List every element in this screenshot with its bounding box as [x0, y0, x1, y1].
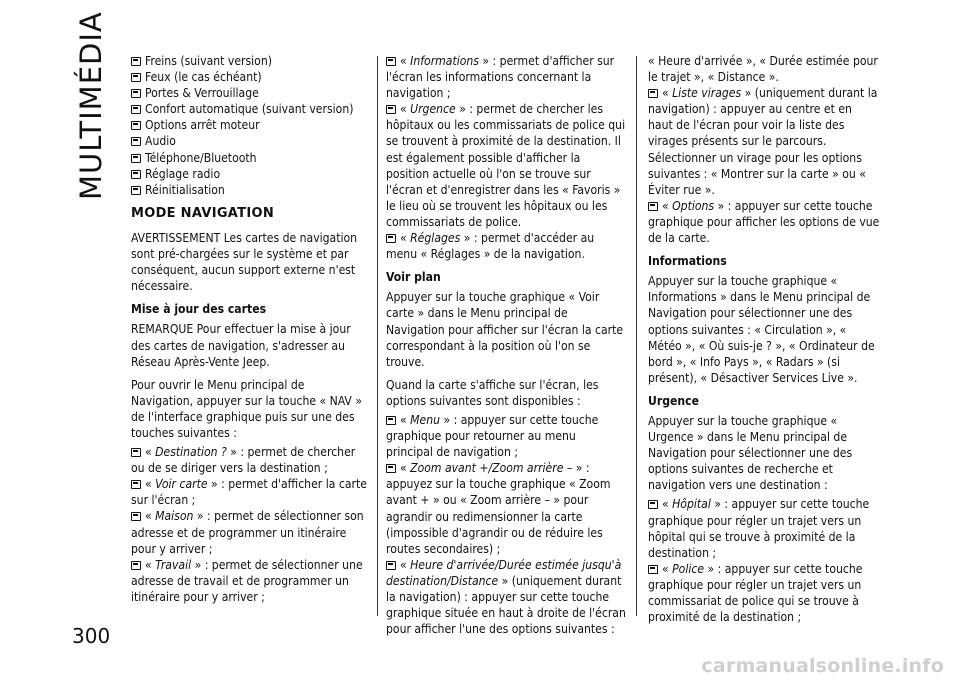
- column-divider: [636, 56, 637, 616]
- list-item: Audio: [131, 133, 367, 149]
- bullet-item: « Heure d'arrivée/Durée estimée jusqu'à destination/Distance » (uniquement durant la navigation) : appuyer sur cette touche graphique située en haut à droite de l'écran pour afficher l'une des options suivantes :: [386, 557, 626, 637]
- paragraph: Appuyer sur la touche graphique « Informations » dans le Menu principal de Navigation pour sélectionner une des options suivantes : « Circulation », « Météo », « Où suis-je ? », « Ordinateur de bord », « Info Pays », « Radars » (si présent), « Désactiver Services Live ».: [648, 274, 875, 385]
- button-icon: [131, 137, 141, 146]
- bullet-item: « Menu » : appuyer sur cette touche graphique pour retourner au menu principal de navigation ;: [386, 412, 599, 460]
- button-icon: [131, 480, 141, 489]
- bullet-item: « Liste virages » (uniquement durant la navigation) : appuyer au centre et en haut de l'écran pour voir la liste des virages présents sur le parcours. Sélectionner un virage pour les options suivantes : « Montrer sur la carte » ou « Éviter rue ».: [648, 86, 878, 197]
- button-icon: [131, 186, 141, 195]
- list-item: Feux (le cas échéant): [131, 69, 367, 85]
- paragraph: « Heure d'arrivée », « Durée estimée pour le trajet », « Distance ».: [648, 54, 878, 85]
- button-icon: [131, 57, 141, 66]
- button-icon: [386, 464, 396, 473]
- button-icon: [131, 73, 141, 82]
- list-item: Réinitialisation: [131, 182, 367, 198]
- list-item: Réglage radio: [131, 166, 367, 182]
- list-item: Téléphone/Bluetooth: [131, 150, 367, 166]
- list-item: Options arrêt moteur: [131, 117, 367, 133]
- paragraph: Quand la carte s'affiche sur l'écran, les options suivantes sont disponibles :: [386, 377, 599, 408]
- bullet-item: « Police » : appuyer sur cette touche graphique pour régler un trajet vers un commissariat de police qui se trouve à proximité de la destination ;: [648, 561, 863, 625]
- column-1: [131, 53, 367, 605]
- button-icon: [131, 512, 141, 521]
- button-icon: [648, 89, 658, 98]
- bullet-item: « Informations » : permet d'afficher sur l'écran les informations concernant la navigation ;: [386, 54, 615, 101]
- subheading: Informations: [648, 254, 727, 269]
- button-icon: [131, 121, 141, 130]
- button-icon: [648, 565, 658, 574]
- list-item: Confort automatique (suivant version): [131, 101, 367, 117]
- button-icon: [386, 234, 396, 243]
- bullet-item: « Destination ? » : permet de chercher ou de se diriger vers la destination ;: [131, 445, 356, 476]
- section-heading: MODE NAVIGATION: [131, 205, 274, 221]
- watermark: carmanualsonline.info: [701, 655, 944, 677]
- section-title: MULTIMÉDIA: [74, 11, 108, 200]
- button-icon: [131, 105, 141, 114]
- button-icon: [131, 448, 141, 457]
- button-icon: [648, 202, 658, 211]
- bullet-item: « Urgence » : permet de chercher les hôpitaux ou les commissariats de police qui se trouvent à proximité de la destination. Il est également possible d'afficher la position actuelle où l'on se trouve sur l'écran et d'enregistrer dans les « Favoris » le lieu où se trouvent les hôpitaux ou les commissariats de police.: [386, 102, 626, 229]
- button-icon: [386, 57, 396, 66]
- subheading: Urgence: [648, 393, 699, 408]
- bullet-item: « Réglages » : permet d'accéder au menu « Réglages » de la navigation.: [386, 231, 595, 262]
- button-icon: [386, 561, 396, 570]
- paragraph: Appuyer sur la touche graphique « Urgence » dans le Menu principal de Navigation pour sélectionner une des options suivantes de recherche et navigation vers une destination :: [648, 413, 853, 493]
- column-2: [386, 53, 626, 637]
- button-icon: [131, 154, 141, 163]
- subheading: Mise à jour des cartes: [131, 302, 267, 317]
- button-icon: [386, 105, 396, 114]
- column-3: [648, 53, 880, 625]
- bullet-item: « Travail » : permet de sélectionner une adresse de travail et de programmer un itinéraire pour y arriver ;: [131, 557, 363, 604]
- button-icon: [131, 89, 141, 98]
- bullet-item: « Maison » : permet de sélectionner son adresse et de programmer un itinéraire pour y arriver ;: [131, 509, 364, 556]
- bullet-item: « Zoom avant +/Zoom arrière – » : appuyez sur la touche graphique « Zoom avant + » ou « Zoom arrière – » pour agrandir ou redimensionner la carte (impossible d'agrandir ou de réduire les routes secondaires) ;: [386, 461, 611, 556]
- paragraph: REMARQUE Pour effectuer la mise à jour des cartes de navigation, s'adresser au Réseau Après-Vente Jeep.: [131, 322, 351, 369]
- subheading: Voir plan: [386, 270, 441, 285]
- button-icon: [648, 500, 658, 509]
- column-divider: [377, 56, 378, 616]
- paragraph: Pour ouvrir le Menu principal de Navigation, appuyer sur la touche « NAV » de l'interface graphique puis sur une des touches suivantes :: [131, 377, 362, 440]
- button-icon: [131, 561, 141, 570]
- paragraph: Appuyer sur la touche graphique « Voir carte » dans le Menu principal de Navigation pour afficher sur l'écran la carte correspondant à la position où l'on se trouve.: [386, 290, 624, 369]
- paragraph: AVERTISSEMENT Les cartes de navigation sont pré-chargées sur le système et par conséquent, aucun support externe n'est nécessaire.: [131, 230, 358, 294]
- button-icon: [131, 170, 141, 179]
- menu-item-list: [131, 53, 367, 198]
- list-item: Portes & Verrouillage: [131, 85, 367, 101]
- button-icon: [386, 416, 396, 425]
- list-item: Freins (suivant version): [131, 53, 367, 69]
- bullet-item: « Options » : appuyer sur cette touche graphique pour afficher les options de vue de la carte.: [648, 198, 880, 246]
- bullet-item: « Hôpital » : appuyer sur cette touche graphique pour régler un trajet vers un hôpital qui se trouve à proximité de la destination ;: [648, 497, 870, 560]
- page-number: 300: [72, 624, 111, 648]
- bullet-item: « Voir carte » : permet d'afficher la carte sur l'écran ;: [131, 477, 367, 508]
